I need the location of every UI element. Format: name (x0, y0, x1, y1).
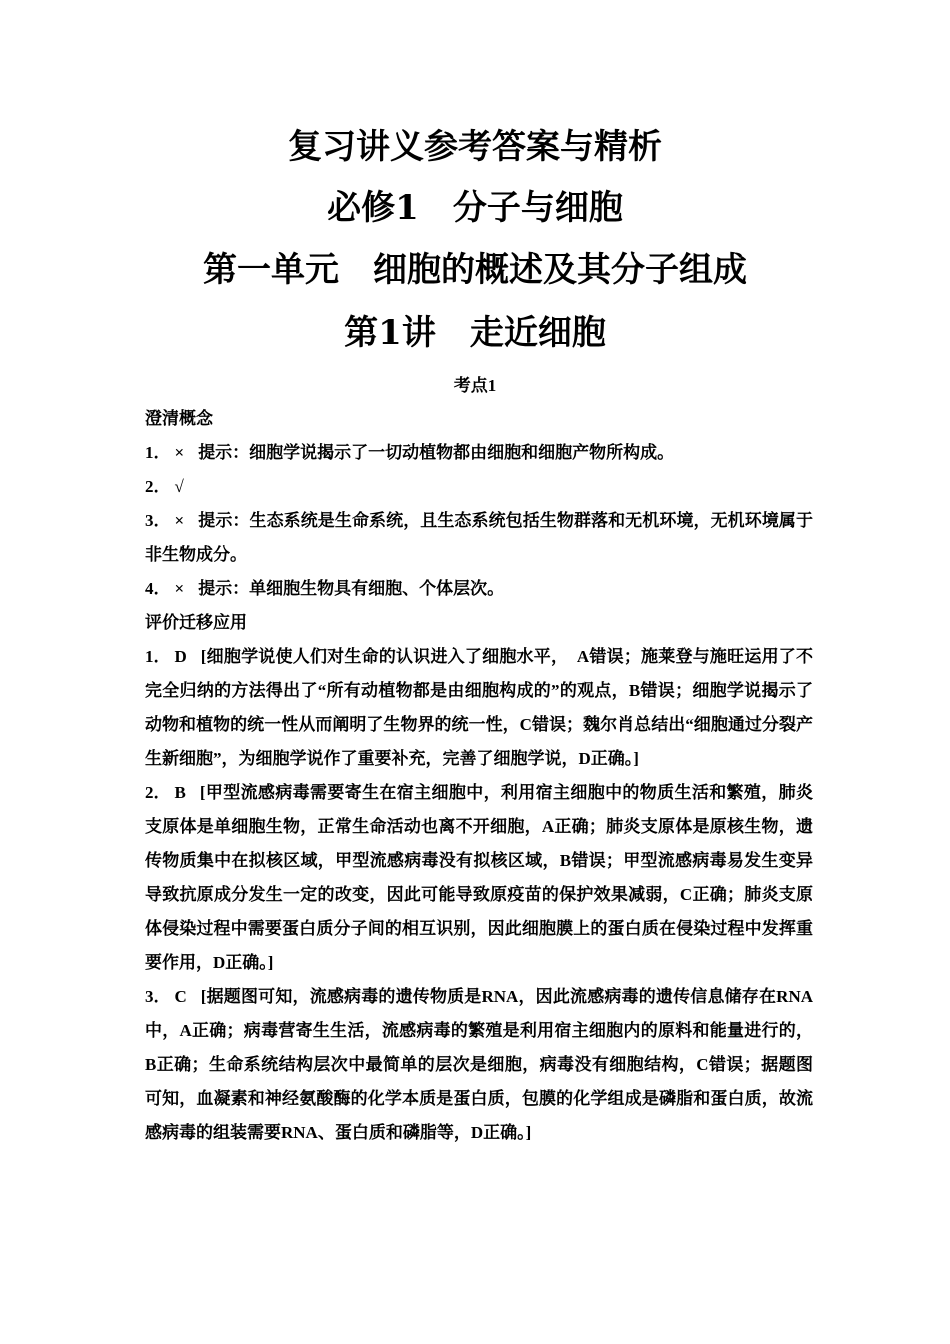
item-mark: × (174, 511, 185, 530)
module-title: 必修1 分子与细胞 (327, 188, 623, 228)
answer-item (145, 436, 813, 470)
kaodian-label: 考点1 (453, 376, 497, 395)
answer-item (145, 640, 813, 776)
item-number: 3． (145, 987, 171, 1006)
item-text: 提示：生态系统是生命系统，且生态系统包括生物群落和无机环境，无机环境属于非生物成分。 (145, 511, 813, 564)
item-mark: D (174, 647, 187, 666)
item-mark: × (174, 579, 185, 598)
section-heading-application: 评价迁移应用 (145, 613, 247, 633)
answer-item (145, 572, 813, 606)
item-number: 2． (145, 783, 171, 802)
item-mark: C (174, 987, 187, 1006)
section-heading-concepts: 澄清概念 (145, 409, 213, 429)
lecture-title: 第1讲 走近细胞 (344, 313, 606, 353)
answer-body (145, 402, 813, 1150)
item-text: 提示：单细胞生物具有细胞、个体层次。 (198, 579, 505, 598)
main-title: 复习讲义参考答案与精析 (288, 127, 662, 167)
answer-item (145, 776, 813, 980)
item-mark: × (174, 443, 185, 462)
item-number: 2． (145, 477, 171, 496)
item-mark: B (174, 783, 186, 802)
item-mark: √ (174, 477, 184, 496)
answer-item (145, 504, 813, 572)
item-text: 提示：细胞学说揭示了一切动植物都由细胞和细胞产物所构成。 (198, 443, 675, 462)
answer-item (145, 470, 813, 504)
item-number: 1． (145, 443, 171, 462)
item-number: 1． (145, 647, 171, 666)
item-number: 3． (145, 511, 171, 530)
answer-item (145, 980, 813, 1150)
item-text: [细胞学说使人们对生命的认识进入了细胞水平， A错误；施莱登与施旺运用了不完全归纳的方法得出了“所有动植物都是由细胞构成的”的观点，B错误；细胞学说揭示了动物和植物的统一性从而阐明了生物界的统一性，C错误；魏尔肖总结出“细胞通过分裂产生新细胞”，为细胞学说作了重要补充，完善了细胞学说，D正确。] (145, 647, 813, 768)
item-number: 4． (145, 579, 171, 598)
unit-title: 第一单元 细胞的概述及其分子组成 (203, 250, 747, 290)
item-text: [据题图可知，流感病毒的遗传物质是RNA，因此流感病毒的遗传信息储存在RNA中，A正确；病毒营寄生生活，流感病毒的繁殖是利用宿主细胞内的原料和能量进行的，B正确；生命系统结构层次中最简单的层次是细胞，病毒没有细胞结构，C错误；据题图可知，血凝素和神经氨酸酶的化学本质是蛋白质，包膜的化学组成是磷脂和蛋白质，故流感病毒的组装需要RNA、蛋白质和磷脂等，D正确。] (145, 987, 813, 1142)
item-text: [甲型流感病毒需要寄生在宿主细胞中，利用宿主细胞中的物质生活和繁殖，肺炎支原体是单细胞生物，正常生命活动也离不开细胞，A正确；肺炎支原体是原核生物，遗传物质集中在拟核区域，甲型流感病毒没有拟核区域，B错误；甲型流感病毒易发生变异导致抗原成分发生一定的改变，因此可能导致原疫苗的保护效果减弱，C正确；肺炎支原体侵染过程中需要蛋白质分子间的相互识别，因此细胞膜上的蛋白质在侵染过程中发挥重要作用，D正确。] (145, 783, 813, 972)
